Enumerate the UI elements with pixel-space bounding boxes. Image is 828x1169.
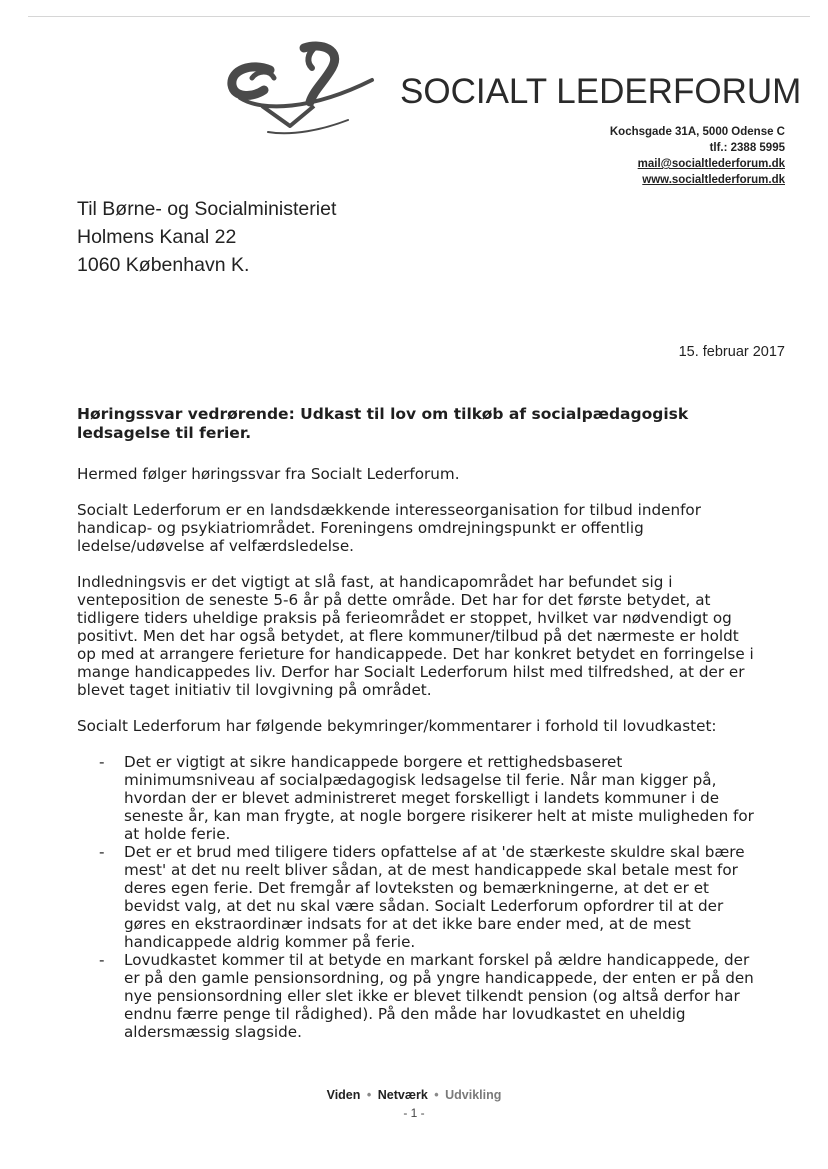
subject-heading: Høringssvar vedrørende: Udkast til lov om tilkøb af socialpædagogisk ledsagelse til ferier. <box>77 405 689 442</box>
recipient-line: Holmens Kanal 22 <box>77 226 237 248</box>
bullet-dash: - <box>99 843 105 861</box>
website-link[interactable]: www.socialtlederforum.dk <box>642 174 785 186</box>
phone: tlf.: 2388 5995 <box>709 142 785 154</box>
recipient-line: Til Børne- og Socialministeriet <box>77 198 337 220</box>
address: Kochsgade 31A, 5000 Odense C <box>609 126 785 138</box>
letter-body <box>77 405 757 1041</box>
paragraph: Hermed følger høringssvar fra Socialt Lederforum. <box>77 465 460 483</box>
paragraph: Indledningsvis er det vigtigt at slå fast, at handicapområdet har befundet sig i venteposition de seneste 5-6 år på dette område. Det har for det første betydet, at tidligere tiders uheldige praksis på ferieområdet er stoppet, hvilket var nødvendigt og positivt. Men det har også betydet, at flere kommuner/tilbud på det nærmeste er holdt op med at arrangere ferieture for handicappede. Det har konkret betydet en forringelse i mange handicappedes liv. Derfor har Socialt Lederforum hilst med tilfredshed, at der er blevet taget initiativ til lovgivning på området. <box>77 573 754 699</box>
list-item <box>77 753 757 843</box>
comment-list <box>77 753 757 1041</box>
contact-block <box>610 124 785 188</box>
recipient-line: 1060 København K. <box>77 254 250 276</box>
tagline-separator: • <box>434 1088 439 1102</box>
paragraph: Socialt Lederforum har følgende bekymringer/kommentarer i forhold til lovudkastet: <box>77 717 717 735</box>
tagline-word: Udvikling <box>445 1088 502 1102</box>
list-item <box>77 843 757 951</box>
footer-tagline <box>0 1088 828 1102</box>
list-item-text: Det er et brud med tiligere tiders opfattelse af at 'de stærkeste skuldre skal bære mest' at det nu reelt bliver sådan, at de mest handicappede skal betale mest for deres egen ferie. Det fremgår af lovteksten og bemærkningerne, at det er et bevidst valg, at det nu skal være sådan. Socialt Lederforum opfordrer til at der gøres en ekstraordinær indsats for at det ikke bare ender med, at de mest handicappede aldrig kommer på ferie. <box>124 843 745 951</box>
paragraph: Socialt Lederforum er en landsdækkende interesseorganisation for tilbud indenfor handicap- og psykiatriområdet. Foreningens omdrejningspunkt er offentlig ledelse/udøvelse af velfærdsledelse. <box>77 501 701 555</box>
bullet-dash: - <box>99 753 105 771</box>
tagline-word: Netværk <box>377 1088 428 1102</box>
page-number: - 1 - <box>403 1106 425 1120</box>
email-link[interactable]: mail@socialtlederforum.dk <box>637 158 785 170</box>
list-item-text: Lovudkastet kommer til at betyde en markant forskel på ældre handicappede, der er på den gamle pensionsordning, og på yngre handicappede, der enten er på den nye pensionsordning eller slet ikke er blevet tilkendt pension (og altså derfor har endnu færre penge til rådighed). På den måde har lovudkastet en uheldig aldersmæssig slagside. <box>124 951 754 1041</box>
heart-logo-icon <box>222 40 382 140</box>
recipient-address <box>77 195 336 279</box>
scan-edge-line <box>28 16 810 17</box>
letter-date: 15. februar 2017 <box>678 344 785 360</box>
org-name: SOCIALT LEDERFORUM <box>400 72 802 111</box>
list-item <box>77 951 757 1041</box>
tagline-word: Viden <box>326 1088 361 1102</box>
tagline-separator: • <box>366 1088 372 1102</box>
list-item-text: Det er vigtigt at sikre handicappede borgere et rettighedsbaseret minimumsniveau af socialpædagogisk ledsagelse til ferie. Når man kigger på, hvordan der er blevet administreret meget forskelligt i landets kommuner i de seneste år, kan man frygte, at nogle borgere risikerer helt at miste muligheden for at holde ferie. <box>124 753 754 843</box>
bullet-dash: - <box>99 951 105 969</box>
